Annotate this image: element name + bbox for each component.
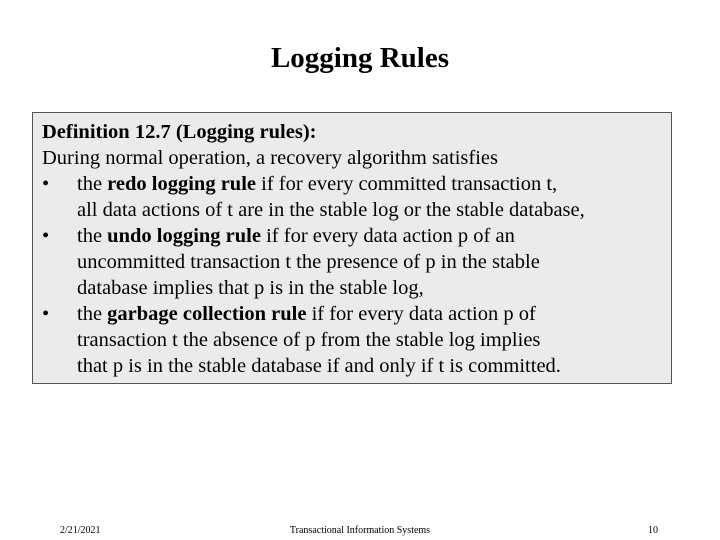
rule-undo: • the undo logging rule if for every data action p of an uncommitted transaction t the presence of p in the stable database implies that p is in the stable log, [42, 225, 540, 299]
rule-term: undo logging rule [107, 225, 261, 247]
rule-term: garbage collection rule [107, 303, 307, 325]
bullet-icon: • [42, 173, 50, 195]
rule-term: redo logging rule [107, 173, 256, 195]
page-number: 10 [648, 525, 658, 536]
rule-garbage-collection: • the garbage collection rule if for every data action p of transaction t the absence of p from the stable log implies that p is in the stable database if and only if t is committed. [42, 303, 561, 377]
bullet-icon: • [42, 225, 50, 247]
footer-title: Transactional Information Systems [289, 525, 431, 536]
definition-heading: Definition 12.7 (Logging rules): [42, 121, 317, 143]
rule-redo: • the redo logging rule if for every committed transaction t, all data actions of t are in the stable log or the stable database, [42, 173, 585, 221]
slide-title: Logging Rules [270, 42, 450, 74]
bullet-icon: • [42, 303, 50, 325]
footer-date: 2/21/2021 [60, 525, 101, 536]
definition-box [32, 112, 672, 384]
definition-intro: During normal operation, a recovery algorithm satisfies [42, 147, 498, 169]
